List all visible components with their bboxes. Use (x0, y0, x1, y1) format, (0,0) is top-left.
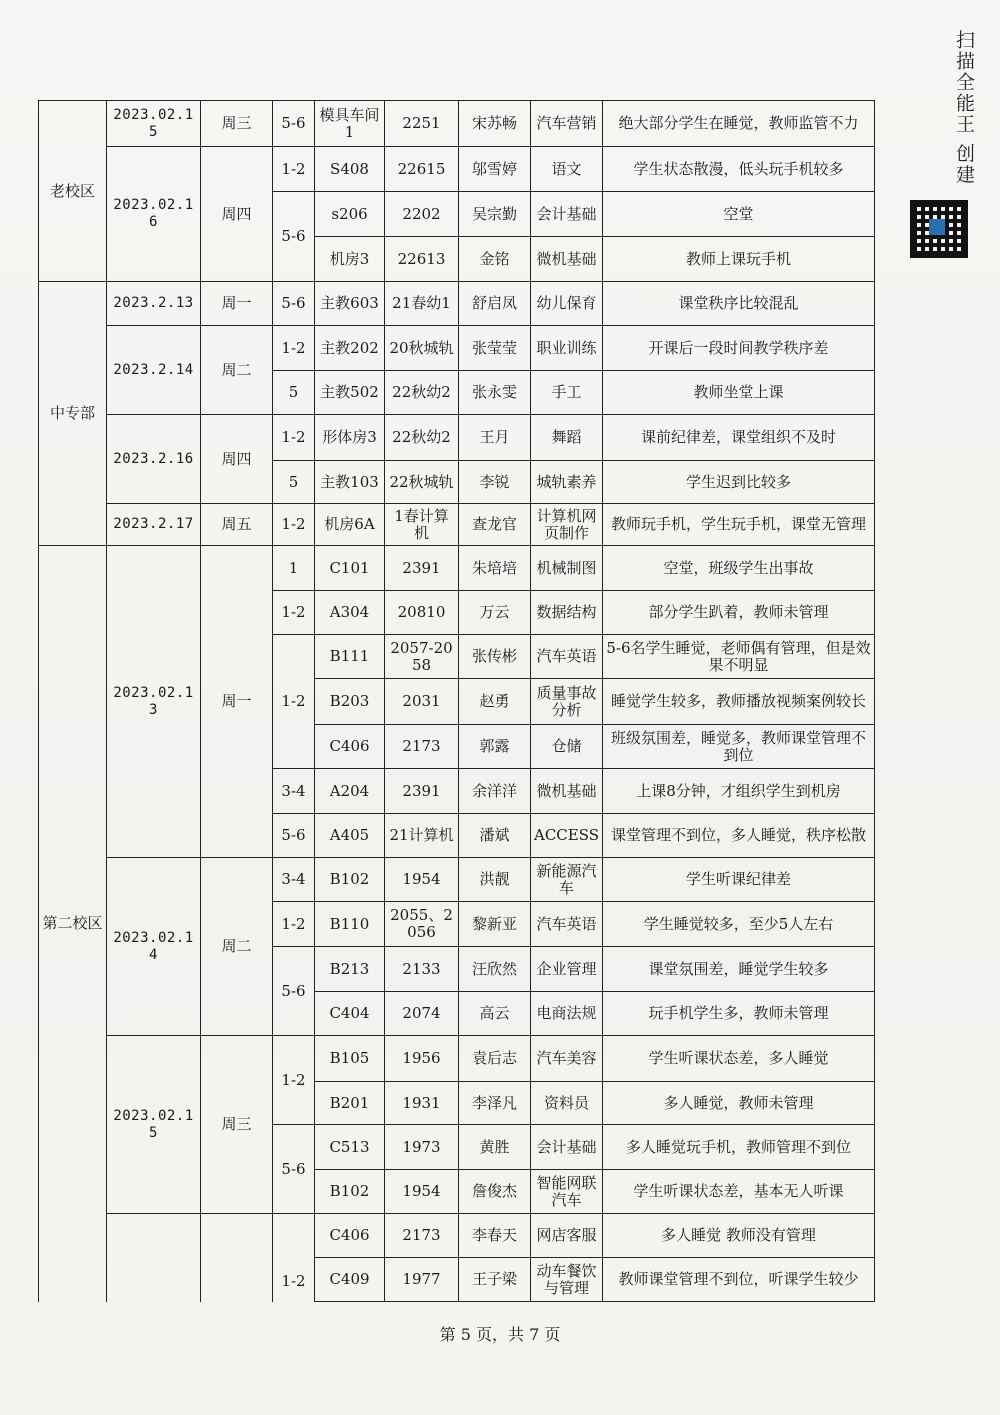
page-footer: 第 5 页，共 7 页 (439, 1325, 561, 1344)
room-cell: 模具车间1 (315, 101, 385, 147)
inspection-table-wrap (38, 100, 875, 1302)
teacher-cell: 李春天 (459, 1214, 531, 1258)
date-cell (107, 1214, 201, 1302)
teacher-cell: 查龙官 (459, 504, 531, 546)
campus-cell: 老校区 (39, 101, 107, 282)
period-cell: 5-6 (273, 101, 315, 147)
course-cell: 手工 (531, 371, 603, 415)
class-cell: 22613 (385, 237, 459, 282)
room-cell: 主教502 (315, 371, 385, 415)
issue-cell: 教师上课玩手机 (603, 237, 875, 282)
class-cell: 2173 (385, 1214, 459, 1258)
teacher-cell: 黎新亚 (459, 902, 531, 947)
date-cell: 2023.2.13 (107, 282, 201, 326)
period-cell: 1-2 (273, 635, 315, 769)
period-cell: 5-6 (273, 192, 315, 282)
teacher-cell: 张永雯 (459, 371, 531, 415)
campus-cell: 中专部 (39, 282, 107, 546)
room-cell: s206 (315, 192, 385, 237)
issue-cell: 绝大部分学生在睡觉，教师监管不力 (603, 101, 875, 147)
issue-cell: 课堂管理不到位，多人睡觉，秩序松散 (603, 814, 875, 858)
class-cell: 22秋幼2 (385, 415, 459, 461)
period-cell: 5 (273, 461, 315, 504)
room-cell: C404 (315, 992, 385, 1036)
issue-cell: 空堂 (603, 192, 875, 237)
class-cell: 2074 (385, 992, 459, 1036)
class-cell: 1931 (385, 1082, 459, 1125)
date-cell: 2023.02.15 (107, 101, 201, 147)
class-cell: 2391 (385, 769, 459, 814)
weekday-cell: 周四 (201, 147, 273, 282)
course-cell: 微机基础 (531, 237, 603, 282)
issue-cell: 部分学生趴着，教师未管理 (603, 591, 875, 635)
table-row (39, 1036, 875, 1082)
room-cell: 主教202 (315, 326, 385, 371)
course-cell: 舞蹈 (531, 415, 603, 461)
issue-cell: 上课8分钟，才组织学生到机房 (603, 769, 875, 814)
weekday-cell: 周三 (201, 101, 273, 147)
table-row (39, 147, 875, 192)
course-cell: 数据结构 (531, 591, 603, 635)
room-cell: A304 (315, 591, 385, 635)
date-cell: 2023.02.14 (107, 858, 201, 1036)
date-cell: 2023.02.16 (107, 147, 201, 282)
date-cell: 2023.2.16 (107, 415, 201, 504)
class-cell: 1954 (385, 858, 459, 902)
issue-cell: 空堂，班级学生出事故 (603, 546, 875, 591)
issue-cell: 课堂秩序比较混乱 (603, 282, 875, 326)
table-row (39, 504, 875, 546)
campus-cell: 第二校区 (39, 546, 107, 1302)
room-cell: 机房6A (315, 504, 385, 546)
course-cell: 机械制图 (531, 546, 603, 591)
class-cell: 2202 (385, 192, 459, 237)
room-cell: S408 (315, 147, 385, 192)
teacher-cell: 王子梁 (459, 1258, 531, 1302)
table-row (39, 858, 875, 902)
table-row (39, 101, 875, 147)
issue-cell: 学生状态散漫，低头玩手机较多 (603, 147, 875, 192)
period-cell: 1-2 (273, 504, 315, 546)
issue-cell: 开课后一段时间教学秩序差 (603, 326, 875, 371)
class-cell: 22秋幼2 (385, 371, 459, 415)
issue-cell: 玩手机学生多，教师未管理 (603, 992, 875, 1036)
teacher-cell: 李锐 (459, 461, 531, 504)
teacher-cell: 李泽凡 (459, 1082, 531, 1125)
room-cell: B201 (315, 1082, 385, 1125)
teacher-cell: 宋苏畅 (459, 101, 531, 147)
issue-cell: 教师课堂管理不到位，听课学生较少 (603, 1258, 875, 1302)
period-cell: 1-2 (273, 326, 315, 371)
date-cell: 2023.02.13 (107, 546, 201, 858)
teacher-cell: 洪靓 (459, 858, 531, 902)
issue-cell: 学生听课状态差，多人睡觉 (603, 1036, 875, 1082)
course-cell: 网店客服 (531, 1214, 603, 1258)
weekday-cell: 周五 (201, 504, 273, 546)
course-cell: 会计基础 (531, 1125, 603, 1170)
room-cell: C513 (315, 1125, 385, 1170)
course-cell: 资料员 (531, 1082, 603, 1125)
teacher-cell: 詹俊杰 (459, 1170, 531, 1214)
class-cell: 1973 (385, 1125, 459, 1170)
course-cell: 幼儿保育 (531, 282, 603, 326)
class-cell: 1春计算机 (385, 504, 459, 546)
weekday-cell: 周一 (201, 282, 273, 326)
course-cell: 仓储 (531, 725, 603, 769)
issue-cell: 教师玩手机，学生玩手机，课堂无管理 (603, 504, 875, 546)
table-row (39, 546, 875, 591)
room-cell: C101 (315, 546, 385, 591)
teacher-cell: 张莹莹 (459, 326, 531, 371)
issue-cell: 睡觉学生较多，教师播放视频案例较长 (603, 679, 875, 725)
course-cell: 企业管理 (531, 947, 603, 992)
teacher-cell: 汪欣然 (459, 947, 531, 992)
weekday-cell: 周二 (201, 858, 273, 1036)
period-cell: 5-6 (273, 1125, 315, 1214)
room-cell: C406 (315, 725, 385, 769)
issue-cell: 课堂氛围差，睡觉学生较多 (603, 947, 875, 992)
class-cell: 2173 (385, 725, 459, 769)
course-cell: 职业训练 (531, 326, 603, 371)
class-cell: 2251 (385, 101, 459, 147)
teacher-cell: 金铭 (459, 237, 531, 282)
course-cell: 汽车英语 (531, 902, 603, 947)
course-cell: 汽车美容 (531, 1036, 603, 1082)
teacher-cell: 高云 (459, 992, 531, 1036)
issue-cell: 学生睡觉较多，至少5人左右 (603, 902, 875, 947)
teacher-cell: 袁后志 (459, 1036, 531, 1082)
weekday-cell: 周三 (201, 1036, 273, 1214)
issue-cell: 教师坐堂上课 (603, 371, 875, 415)
class-cell: 1954 (385, 1170, 459, 1214)
teacher-cell: 潘斌 (459, 814, 531, 858)
room-cell: B105 (315, 1036, 385, 1082)
table-row (39, 326, 875, 371)
course-cell: 汽车英语 (531, 635, 603, 679)
class-cell: 20810 (385, 591, 459, 635)
period-cell: 1-2 (273, 902, 315, 947)
teacher-cell: 万云 (459, 591, 531, 635)
teacher-cell: 余洋洋 (459, 769, 531, 814)
weekday-cell: 周一 (201, 546, 273, 858)
teacher-cell: 张传彬 (459, 635, 531, 679)
qr-code-icon (910, 200, 968, 258)
room-cell: B213 (315, 947, 385, 992)
period-cell: 3-4 (273, 769, 315, 814)
teacher-cell: 朱培培 (459, 546, 531, 591)
period-cell: 5-6 (273, 282, 315, 326)
course-cell: 电商法规 (531, 992, 603, 1036)
class-cell: 20秋城轨 (385, 326, 459, 371)
class-cell: 2133 (385, 947, 459, 992)
period-cell: 5 (273, 371, 315, 415)
teacher-cell: 黄胜 (459, 1125, 531, 1170)
room-cell: A405 (315, 814, 385, 858)
class-cell: 2031 (385, 679, 459, 725)
period-cell: 1-2 (273, 591, 315, 635)
room-cell: B110 (315, 902, 385, 947)
room-cell: 主教603 (315, 282, 385, 326)
class-cell: 22615 (385, 147, 459, 192)
course-cell: 计算机网页制作 (531, 504, 603, 546)
teacher-cell: 舒启凤 (459, 282, 531, 326)
weekday-cell: 周四 (201, 415, 273, 504)
room-cell: C406 (315, 1214, 385, 1258)
weekday-cell: 周二 (201, 326, 273, 415)
date-cell: 2023.2.14 (107, 326, 201, 415)
room-cell: B111 (315, 635, 385, 679)
course-cell: 质量事故分析 (531, 679, 603, 725)
table-row (39, 282, 875, 326)
teacher-cell: 郭露 (459, 725, 531, 769)
class-cell: 21春幼1 (385, 282, 459, 326)
date-cell: 2023.2.17 (107, 504, 201, 546)
issue-cell: 学生听课状态差，基本无人听课 (603, 1170, 875, 1214)
class-cell: 22秋城轨 (385, 461, 459, 504)
room-cell: C409 (315, 1258, 385, 1302)
teacher-cell: 吴宗勤 (459, 192, 531, 237)
issue-cell: 多人睡觉玩手机，教师管理不到位 (603, 1125, 875, 1170)
table-row (39, 415, 875, 461)
period-cell: 1-2 (273, 147, 315, 192)
issue-cell: 课前纪律差，课堂组织不及时 (603, 415, 875, 461)
room-cell: A204 (315, 769, 385, 814)
class-cell: 2391 (385, 546, 459, 591)
period-cell: 5-6 (273, 814, 315, 858)
teacher-cell: 王月 (459, 415, 531, 461)
period-cell: 1-2 (273, 1214, 315, 1302)
teacher-cell: 赵勇 (459, 679, 531, 725)
issue-cell: 学生听课纪律差 (603, 858, 875, 902)
course-cell: ACCESS (531, 814, 603, 858)
issue-cell: 多人睡觉，教师未管理 (603, 1082, 875, 1125)
class-cell: 2055、2056 (385, 902, 459, 947)
room-cell: B102 (315, 858, 385, 902)
inspection-table (38, 100, 875, 1302)
room-cell: 主教103 (315, 461, 385, 504)
course-cell: 新能源汽车 (531, 858, 603, 902)
class-cell: 1977 (385, 1258, 459, 1302)
class-cell: 1956 (385, 1036, 459, 1082)
room-cell: 机房3 (315, 237, 385, 282)
period-cell: 1-2 (273, 415, 315, 461)
period-cell: 1-2 (273, 1036, 315, 1125)
course-cell: 会计基础 (531, 192, 603, 237)
issue-cell: 多人睡觉 教师没有管理 (603, 1214, 875, 1258)
room-cell: B102 (315, 1170, 385, 1214)
course-cell: 动车餐饮与管理 (531, 1258, 603, 1302)
course-cell: 智能网联汽车 (531, 1170, 603, 1214)
teacher-cell: 邬雪婷 (459, 147, 531, 192)
table-row (39, 1214, 875, 1258)
room-cell: B203 (315, 679, 385, 725)
weekday-cell (201, 1214, 273, 1302)
period-cell: 1 (273, 546, 315, 591)
class-cell: 2057-2058 (385, 635, 459, 679)
course-cell: 微机基础 (531, 769, 603, 814)
course-cell: 汽车营销 (531, 101, 603, 147)
course-cell: 城轨素养 (531, 461, 603, 504)
date-cell: 2023.02.15 (107, 1036, 201, 1214)
room-cell: 形体房3 (315, 415, 385, 461)
period-cell: 3-4 (273, 858, 315, 902)
class-cell: 21计算机 (385, 814, 459, 858)
course-cell: 语文 (531, 147, 603, 192)
issue-cell: 5-6名学生睡觉，老师偶有管理，但是效果不明显 (603, 635, 875, 679)
issue-cell: 班级氛围差，睡觉多，教师课堂管理不到位 (603, 725, 875, 769)
scanner-watermark: 扫描全能王 创建 (953, 30, 975, 186)
issue-cell: 学生迟到比较多 (603, 461, 875, 504)
period-cell: 5-6 (273, 947, 315, 1036)
